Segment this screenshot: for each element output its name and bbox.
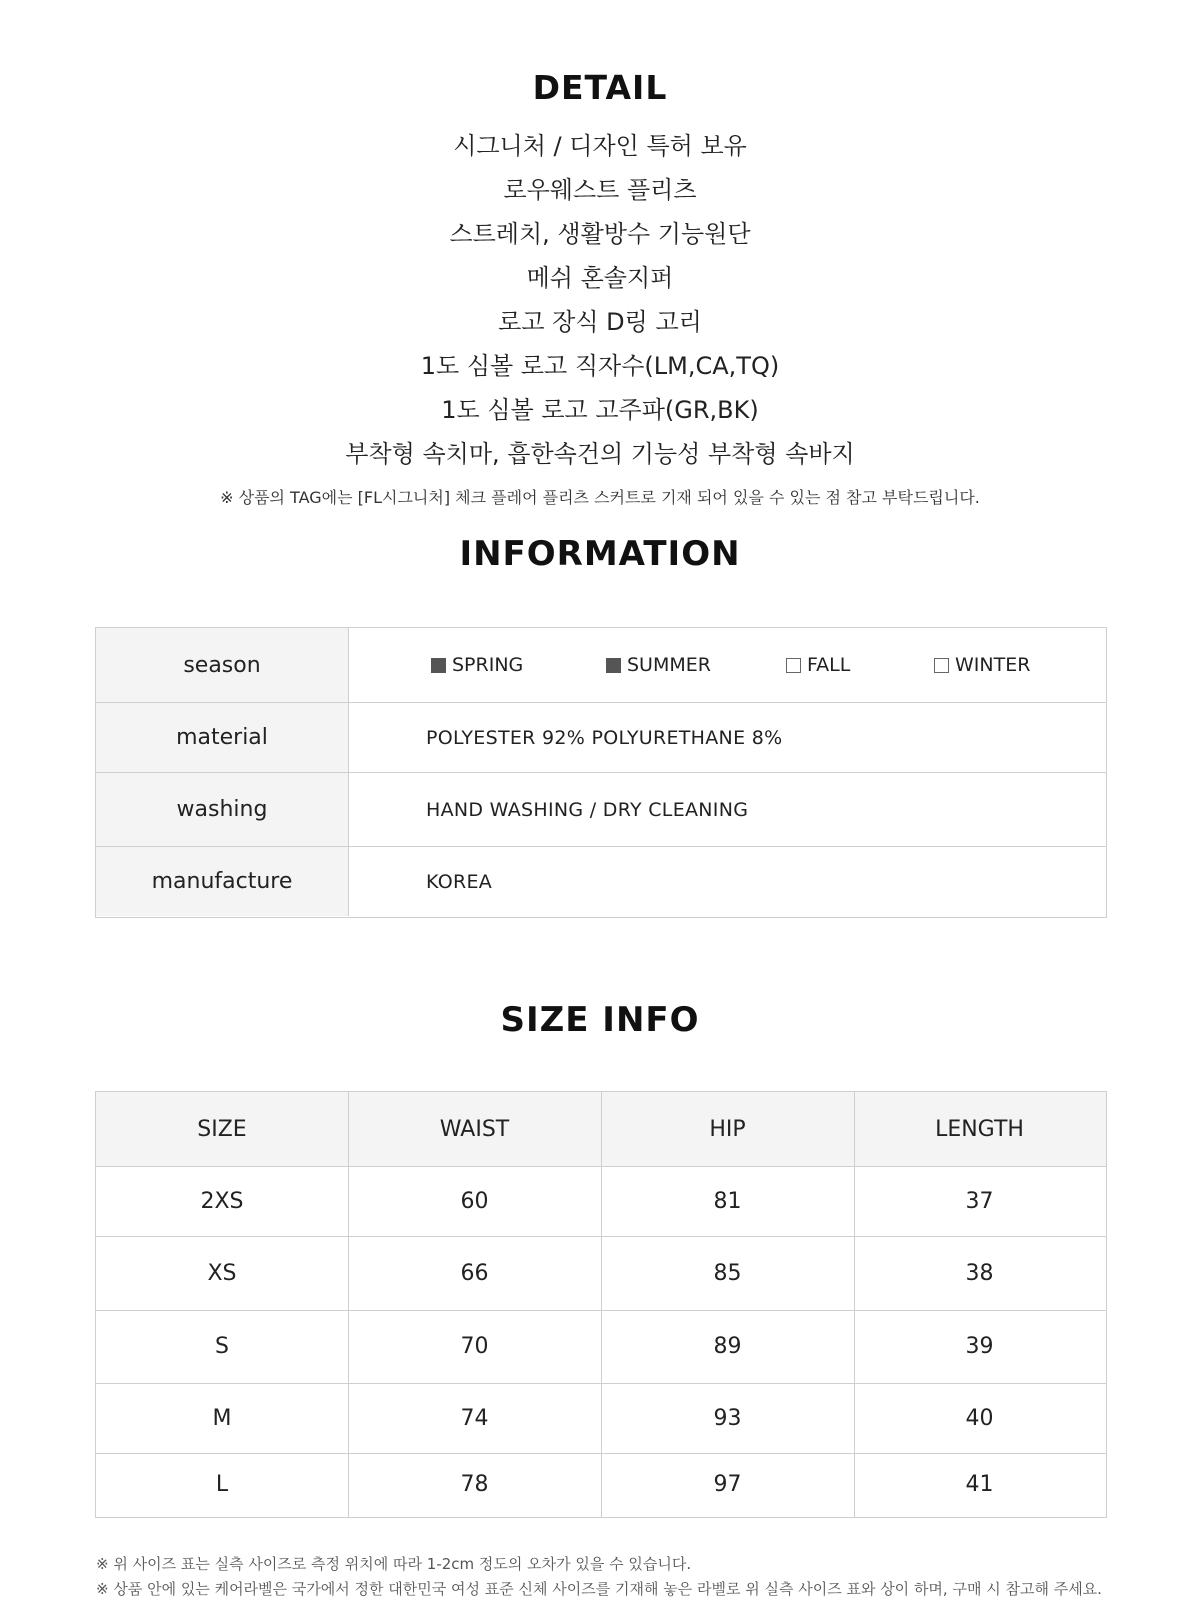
size-table-cell: 66 <box>460 1260 489 1286</box>
information-table <box>95 627 1107 918</box>
season-option-label: SPRING <box>452 654 524 676</box>
material-row <box>96 702 1106 772</box>
checked-box-icon <box>606 658 621 673</box>
manufacture-value: KOREA <box>426 870 493 893</box>
size-table-cell: M <box>212 1405 232 1431</box>
season-option-label: WINTER <box>955 654 1031 676</box>
size-table-cell: 70 <box>460 1334 489 1359</box>
size-table-cell: 85 <box>713 1260 742 1286</box>
detail-line: 시그니처 / 디자인 특허 보유 <box>453 132 747 160</box>
season-label: season <box>96 628 349 702</box>
season-option-fall <box>786 628 850 702</box>
washing-row <box>96 772 1106 846</box>
checked-box-icon <box>431 658 446 673</box>
season-row <box>96 628 1106 702</box>
size-table-cell: 78 <box>460 1472 489 1497</box>
size-table <box>95 1091 1107 1518</box>
size-table-cell: 38 <box>965 1260 994 1286</box>
washing-value: HAND WASHING / DRY CLEANING <box>426 798 749 821</box>
size-table-cell: S <box>215 1334 229 1359</box>
season-option-label: SUMMER <box>627 654 711 676</box>
season-option-label: FALL <box>807 654 851 676</box>
size-table-cell: XS <box>207 1260 237 1286</box>
size-column-header: SIZE <box>197 1116 247 1142</box>
material-label: material <box>96 703 349 772</box>
detail-line: 스트레치, 생활방수 기능원단 <box>449 220 751 248</box>
size-table-cell: 74 <box>460 1405 489 1431</box>
size-footnote: ※ 상품 안에 있는 케어라벨은 국가에서 정한 대한민국 여성 표준 신체 사이즈를 기재해 놓은 라벨로 위 실측 사이즈 표와 상이 하며, 구매 시 참고해 주세요. <box>96 1580 1102 1598</box>
size-column-header: HIP <box>709 1116 746 1142</box>
detail-line: 부착형 속치마, 흡한속건의 기능성 부착형 속바지 <box>345 440 855 468</box>
detail-line: 1도 심볼 로고 직자수(LM,CA,TQ) <box>420 352 780 380</box>
season-option-spring <box>431 628 523 702</box>
size-table-cell: 97 <box>713 1472 742 1497</box>
season-option-summer <box>606 628 711 702</box>
tag-note: ※ 상품의 TAG에는 [FL시그니처] 체크 플레어 플리츠 스커트로 기재 되어 있을 수 있는 점 참고 부탁드립니다. <box>220 488 980 507</box>
size-table-cell: L <box>215 1472 229 1497</box>
size-table-cell: 37 <box>965 1188 994 1214</box>
size-table-cell: 40 <box>965 1405 994 1431</box>
size-table-cell: 93 <box>713 1405 742 1431</box>
detail-line: 로우웨스트 플리츠 <box>503 176 697 204</box>
size-table-cell: 39 <box>965 1334 994 1359</box>
unchecked-box-icon <box>934 658 949 673</box>
unchecked-box-icon <box>786 658 801 673</box>
size-column-header: LENGTH <box>935 1116 1024 1142</box>
size-table-cell: 2XS <box>200 1188 244 1214</box>
size-column-header: WAIST <box>439 1116 510 1142</box>
manufacture-row <box>96 846 1106 916</box>
size-table-cell: 89 <box>713 1334 742 1359</box>
size-table-cell: 60 <box>460 1188 489 1214</box>
detail-line: 메쉬 혼솔지퍼 <box>526 264 674 292</box>
season-option-winter <box>934 628 1030 702</box>
manufacture-label: manufacture <box>96 847 349 916</box>
detail-heading: DETAIL <box>532 68 668 107</box>
size-table-cell: 41 <box>965 1472 994 1497</box>
size-footnote: ※ 위 사이즈 표는 실측 사이즈로 측정 위치에 따라 1-2cm 정도의 오차가 있을 수 있습니다. <box>96 1555 692 1573</box>
information-heading: INFORMATION <box>459 534 741 574</box>
size-table-cell: 81 <box>713 1188 742 1214</box>
size-info-heading: SIZE INFO <box>500 1000 700 1040</box>
detail-line: 로고 장식 D링 고리 <box>498 308 702 336</box>
washing-label: washing <box>96 773 349 846</box>
detail-line: 1도 심볼 로고 고주파(GR,BK) <box>441 396 759 424</box>
material-value: POLYESTER 92% POLYURETHANE 8% <box>426 726 783 749</box>
